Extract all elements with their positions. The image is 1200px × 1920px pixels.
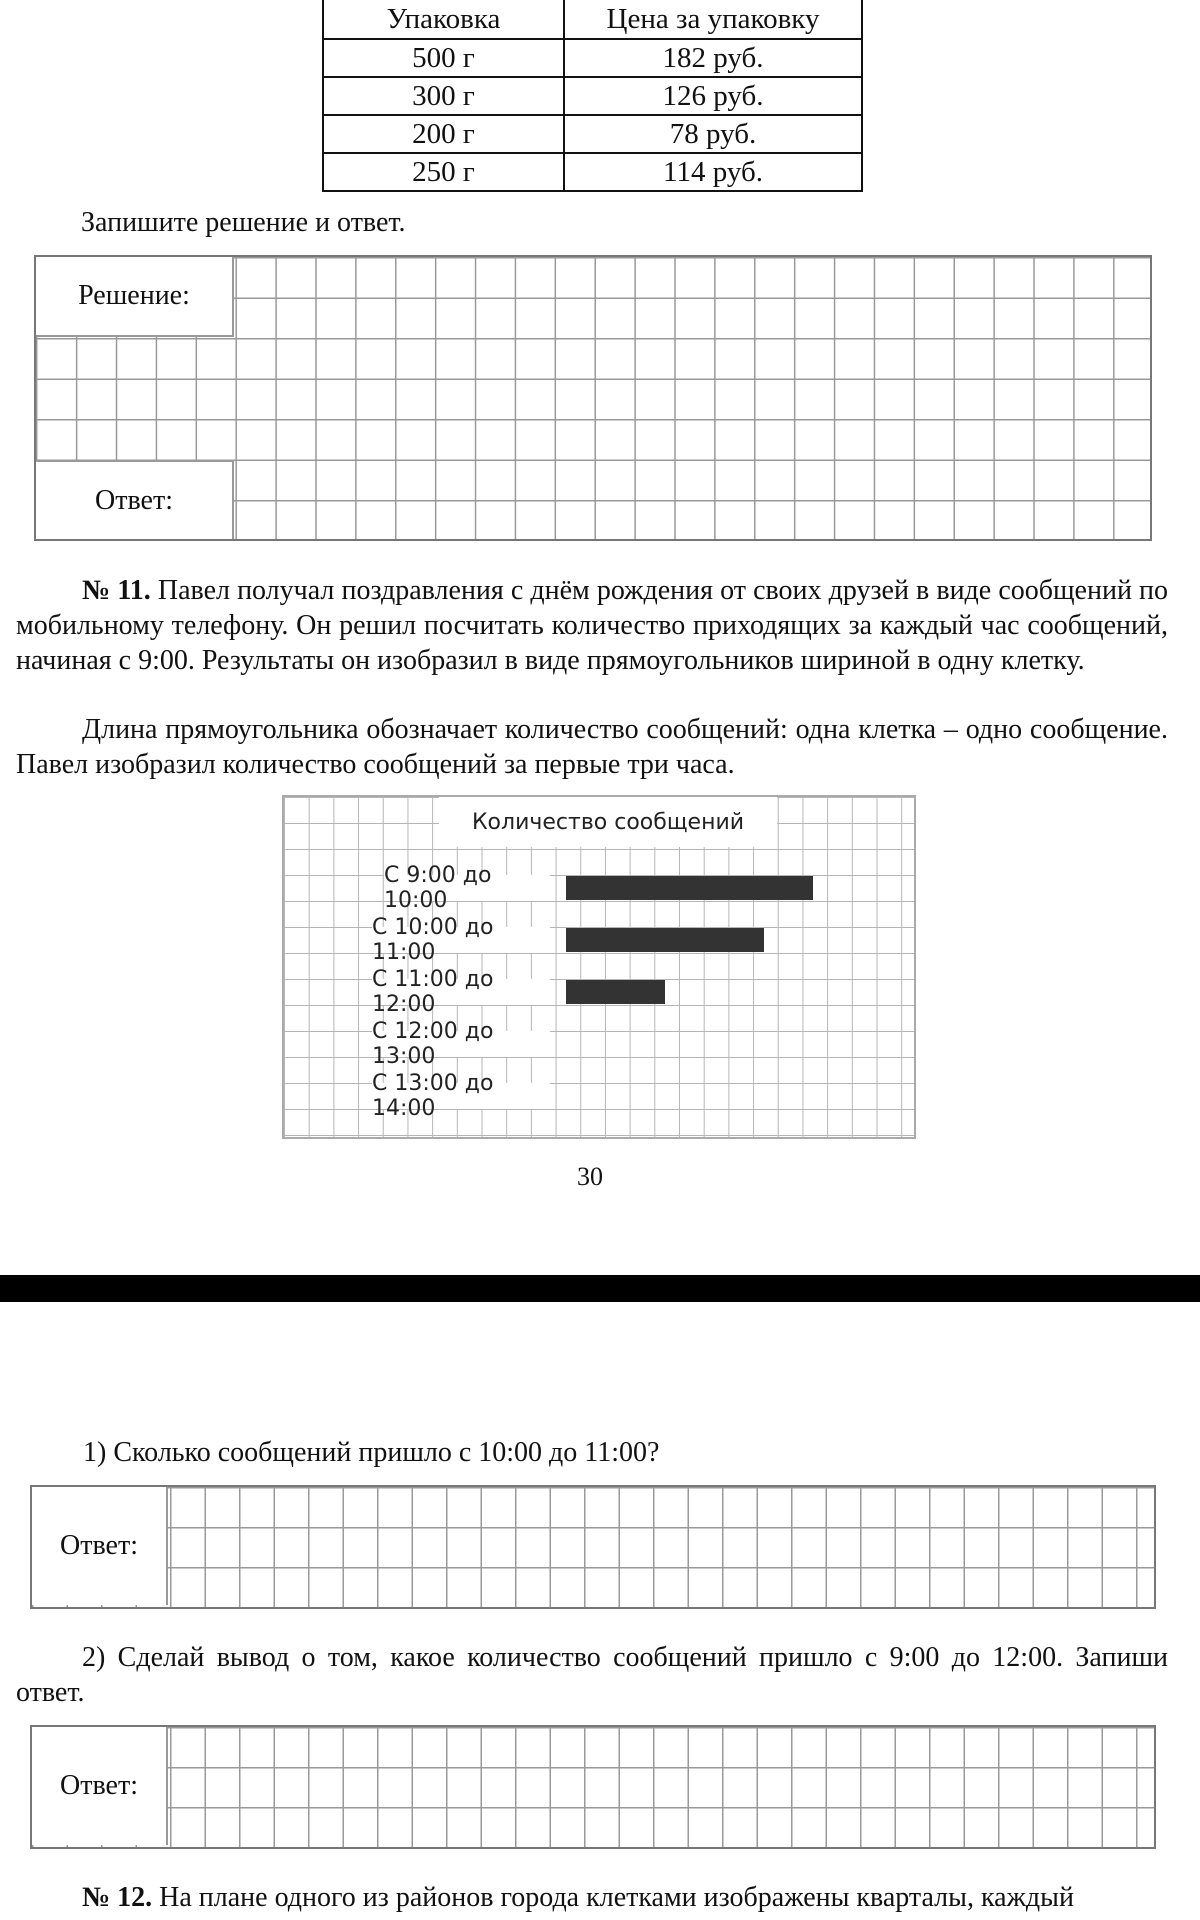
- messages-chart: [282, 795, 916, 1139]
- price-cell: 78 руб.: [564, 115, 862, 153]
- package-cell: 250 г: [323, 153, 564, 191]
- chart-title: Количество сообщений: [439, 797, 777, 847]
- chart-category-label: С 12:00 до 13:00: [372, 1031, 550, 1057]
- header-price: Цена за упаковку: [564, 0, 862, 39]
- answer-grid-q2[interactable]: [30, 1725, 1156, 1849]
- chart-bar: [566, 928, 764, 952]
- chart-bar: [566, 876, 813, 900]
- task11-text1: Павел получал поздравления с днём рождения от своих друзей в виде сообщений по мобильному телефону. Он решил посчитать количество приходящих за каждый час сообщений, начиная с 9:00. Результаты он изобразил в виде прямоугольников шириной в одну клетку.: [16, 575, 1169, 676]
- answer-label-q1: Ответ:: [32, 1487, 168, 1605]
- page-number: 30: [577, 1162, 603, 1191]
- price-table-header: [323, 0, 862, 39]
- price-cell: 182 руб.: [564, 39, 862, 77]
- answer-grid-q1[interactable]: [30, 1485, 1156, 1609]
- price-cell: 126 руб.: [564, 77, 862, 115]
- question-1: 1) Сколько сообщений пришло с 10:00 до 11:00?: [83, 1437, 660, 1468]
- chart-bar: [566, 980, 665, 1004]
- page-separator: [0, 1275, 1200, 1302]
- chart-category-label: С 10:00 до 11:00: [372, 927, 550, 953]
- chart-category-label: С 11:00 до 12:00: [372, 979, 550, 1005]
- table-row: [323, 153, 862, 191]
- price-table: [322, 0, 863, 192]
- package-cell: 200 г: [323, 115, 564, 153]
- header-package: Упаковка: [323, 0, 564, 39]
- task10-instruction: Запишите решение и ответ.: [81, 207, 406, 238]
- solution-label: Решение:: [36, 257, 234, 337]
- task12-number: № 12.: [82, 1882, 153, 1913]
- task11-number: № 11.: [82, 575, 151, 606]
- package-cell: 300 г: [323, 77, 564, 115]
- table-row: [323, 115, 862, 153]
- question-2: 2) Сделай вывод о том, какое количество сообщений пришло с 9:00 до 12:00. Запиши ответ.: [16, 1642, 1168, 1708]
- price-cell: 114 руб.: [564, 153, 862, 191]
- table-row: [323, 39, 862, 77]
- task12-text: На плане одного из районов города клетками изображены кварталы, каждый: [159, 1882, 1074, 1913]
- table-row: [323, 77, 862, 115]
- task12-paragraph: [16, 1880, 1168, 1915]
- task11-paragraph1: [16, 573, 1168, 678]
- answer-label-task10: Ответ:: [36, 460, 234, 539]
- task11-paragraph2: Длина прямоугольника обозначает количество сообщений: одна клетка – одно сообщение. Павел изобразил количество сообщений за первые три часа.: [16, 714, 1168, 780]
- chart-category-label: С 13:00 до 14:00: [372, 1083, 550, 1109]
- chart-category-label: С 9:00 до 10:00: [384, 875, 550, 901]
- answer-label-q2: Ответ:: [32, 1727, 168, 1845]
- package-cell: 500 г: [323, 39, 564, 77]
